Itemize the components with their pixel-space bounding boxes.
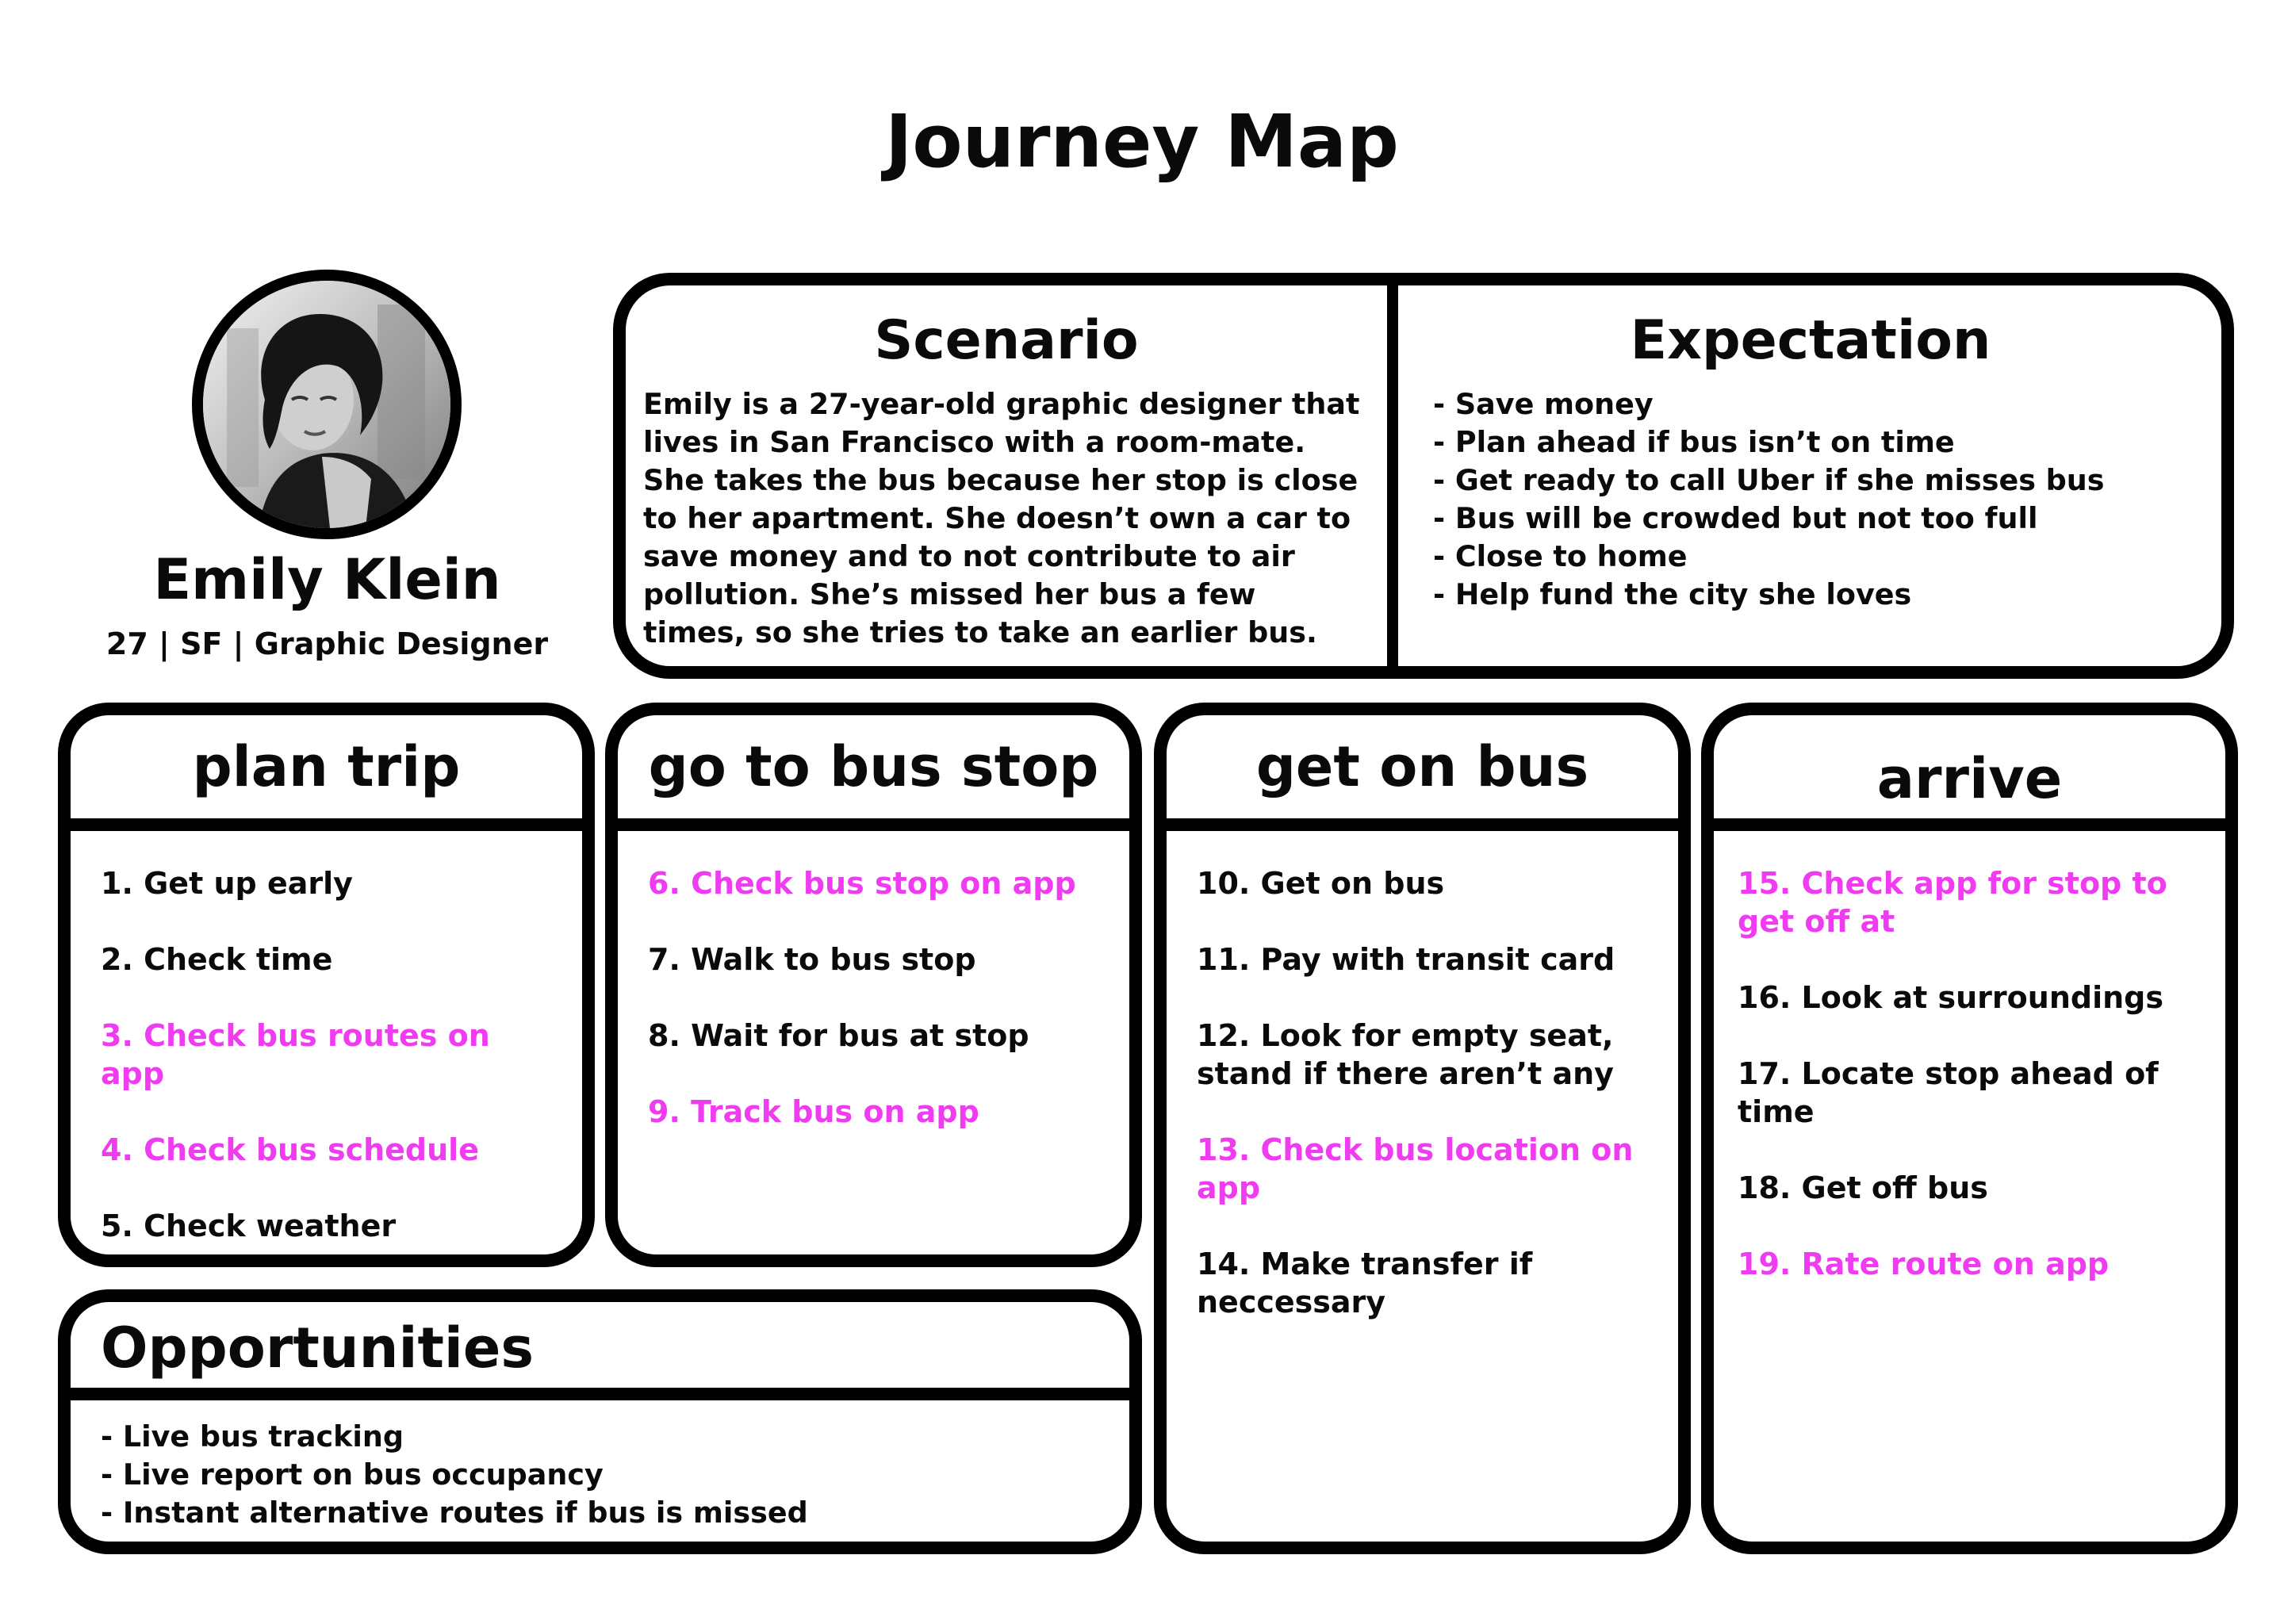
step-item: 5. Check weather (101, 1208, 397, 1243)
persona-name: Emily Klein (153, 547, 501, 612)
scenario-text: Emily is a 27-year-old graphic designer that lives in San Francisco with a room-mate. She takes the bus because her stop is close to her apartment. She doesn’t own a car to save money and to not contribute to air pollution. She’s missed her bus a few times, so she tries to take an earlier bus. (643, 387, 1360, 649)
step-item-app: 15. Check app for stop to get off at (1738, 866, 2167, 939)
scenario-expectation-panel (613, 273, 2234, 679)
stage-title: go to bus stop (648, 734, 1099, 799)
step-item: 14. Make transfer if neccessary (1197, 1247, 1533, 1320)
expectation-list (1433, 385, 2210, 614)
step-item-app: 4. Check bus schedule (101, 1132, 479, 1167)
stage-header (1167, 715, 1678, 831)
step-item-app: 13. Check bus location on app (1197, 1132, 1634, 1205)
step-item: 1. Get up early (101, 866, 353, 901)
expectation-item: - Close to home (1433, 539, 1688, 573)
stage-title: get on bus (1255, 734, 1589, 799)
stage-header (71, 715, 582, 831)
stage-steps (648, 864, 1107, 1169)
stage-get-on-bus (1154, 703, 1691, 1554)
portrait-photo-icon (203, 281, 450, 528)
expectation-heading: Expectation (1630, 309, 1991, 372)
stage-plan-trip (58, 703, 595, 1267)
expectation-item: - Bus will be crowded but not too full (1433, 501, 2038, 535)
stage-steps (1738, 864, 2203, 1321)
opportunity-item: - Live report on bus occupancy (101, 1457, 604, 1492)
expectation-item: - Help fund the city she loves (1433, 577, 1912, 611)
stage-steps (101, 864, 560, 1267)
stage-arrive (1701, 703, 2238, 1554)
step-item: 18. Get off bus (1738, 1170, 1988, 1205)
step-item: 12. Look for empty seat, stand if there aren’t any (1197, 1018, 1614, 1091)
step-item: 2. Check time (101, 942, 333, 977)
step-item-app: 6. Check bus stop on app (648, 866, 1076, 901)
step-item: 16. Look at surroundings (1738, 980, 2163, 1015)
persona-avatar (192, 270, 462, 539)
opportunity-item: - Instant alternative routes if bus is missed (101, 1496, 808, 1530)
opportunity-item: - Live bus tracking (101, 1419, 404, 1454)
step-item: 11. Pay with transit card (1197, 942, 1615, 977)
step-item: 7. Walk to bus stop (648, 942, 976, 977)
persona-meta: 27 | SF | Graphic Designer (105, 626, 549, 661)
page-title: Journey Map (885, 99, 1399, 184)
opportunities-header (71, 1302, 1129, 1400)
step-item: 8. Wait for bus at stop (648, 1018, 1029, 1053)
panel-divider (1387, 285, 1398, 666)
expectation-item: - Save money (1433, 387, 1654, 421)
step-item-app: 19. Rate route on app (1738, 1247, 2110, 1281)
stage-steps (1197, 864, 1656, 1359)
stage-go-to-bus-stop (605, 703, 1142, 1267)
step-item-app: 9. Track bus on app (648, 1094, 979, 1129)
expectation-item: - Plan ahead if bus isn’t on time (1433, 425, 1955, 459)
stage-header (618, 715, 1129, 831)
opportunities-heading: Opportunities (101, 1316, 535, 1381)
stage-title: arrive (1876, 746, 2063, 811)
opportunities-panel (58, 1289, 1142, 1554)
expectation-item: - Get ready to call Uber if she misses bus (1433, 463, 2105, 497)
opportunities-list (101, 1418, 808, 1532)
step-item: 10. Get on bus (1197, 866, 1445, 901)
stage-header (1714, 715, 2225, 831)
scenario-heading: Scenario (874, 309, 1139, 372)
stage-title: plan trip (192, 734, 461, 799)
step-item: 17. Locate stop ahead of time (1738, 1056, 2159, 1129)
step-item-app: 3. Check bus routes on app (101, 1018, 490, 1091)
